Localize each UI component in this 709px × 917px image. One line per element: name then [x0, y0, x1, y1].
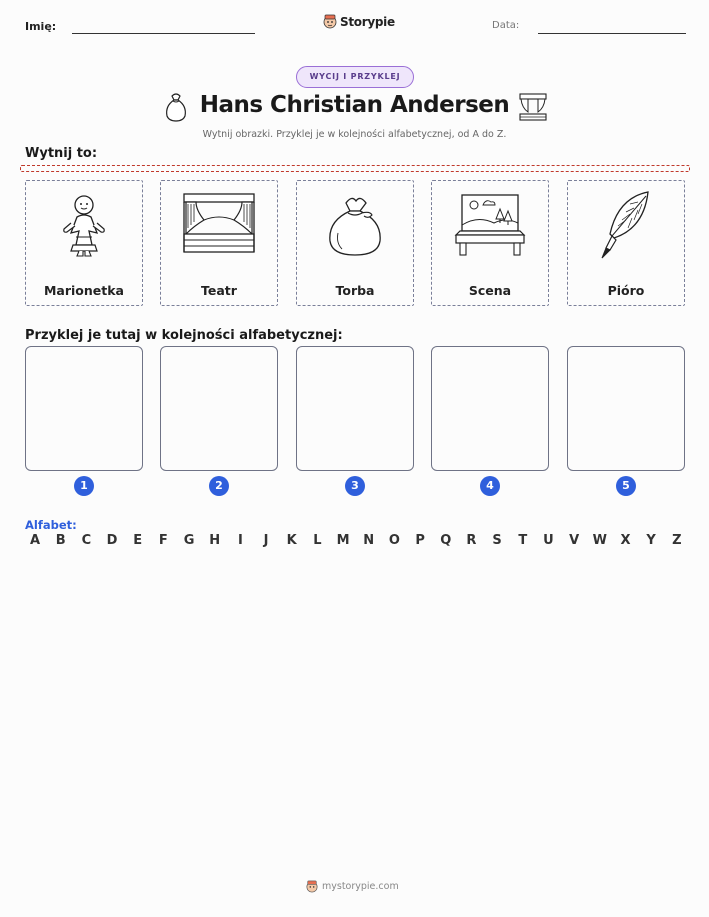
- card-quill[interactable]: [567, 180, 685, 306]
- card-label: Torba: [335, 283, 375, 298]
- alphabet-letter: Q: [440, 533, 452, 548]
- card-puppet[interactable]: [25, 180, 143, 306]
- alphabet-letter: L: [313, 533, 322, 548]
- card-bag[interactable]: [296, 180, 414, 306]
- alphabet-letter: N: [363, 533, 375, 548]
- alphabet-letter: A: [29, 533, 41, 548]
- alphabet-letter: I: [237, 533, 243, 548]
- stage-icon: [454, 193, 526, 257]
- paste-slot-2[interactable]: [160, 346, 278, 471]
- card-label: Teatr: [201, 283, 237, 298]
- alphabet-letter: C: [81, 533, 92, 548]
- slot-number: 5: [616, 476, 636, 496]
- alphabet-letter: H: [209, 533, 221, 548]
- alphabet-label: Alfabet:: [25, 518, 77, 532]
- slot-number: 1: [74, 476, 94, 496]
- brand-logo: [323, 14, 395, 29]
- puppet-icon: [59, 193, 109, 257]
- card-theater[interactable]: [160, 180, 278, 306]
- card-label: Marionetka: [43, 283, 124, 298]
- bag-icon: [324, 193, 386, 257]
- header: [0, 14, 709, 44]
- alphabet-letter: P: [415, 533, 425, 548]
- alphabet-letter: V: [569, 533, 580, 548]
- paste-section-label: Przyklej je tutaj w kolejności alfabetycznej:: [25, 328, 343, 343]
- paste-slot-3[interactable]: [296, 346, 414, 471]
- slot-number: 2: [209, 476, 229, 496]
- alphabet-letter: W: [592, 533, 607, 548]
- brand-name: Storypie: [340, 14, 395, 29]
- card-stage[interactable]: [431, 180, 549, 306]
- name-line: [72, 33, 255, 34]
- date-line: [538, 33, 686, 34]
- paste-slot-5[interactable]: [567, 346, 685, 471]
- alphabet-letter: E: [133, 533, 143, 548]
- alphabet-letter: S: [492, 533, 502, 548]
- alphabet-letter: M: [336, 533, 350, 548]
- theater-icon: [182, 192, 256, 258]
- alphabet-letter: D: [106, 533, 118, 548]
- storypie-mascot-icon: [323, 14, 337, 29]
- footer-url[interactable]: mystorypie.com: [322, 881, 399, 892]
- slot-number: 3: [345, 476, 365, 496]
- paste-slot-1[interactable]: [25, 346, 143, 471]
- theater-icon: [519, 92, 547, 122]
- alphabet-letter: T: [518, 533, 528, 548]
- date-label: Data:: [492, 20, 520, 31]
- slot-number: 4: [480, 476, 500, 496]
- footer: [306, 880, 399, 893]
- alphabet-letter: K: [286, 533, 297, 548]
- name-label: Imię:: [25, 20, 57, 33]
- title-row: [0, 92, 709, 124]
- page-title: Hans Christian Andersen: [199, 92, 510, 118]
- alphabet-letter: J: [263, 533, 269, 548]
- cut-line: [20, 165, 690, 172]
- quill-icon: [598, 190, 654, 260]
- alphabet-row: [26, 533, 686, 551]
- alphabet-letter: G: [183, 533, 195, 548]
- alphabet-letter: O: [388, 533, 400, 548]
- alphabet-letter: B: [55, 533, 66, 548]
- alphabet-letter: Y: [646, 533, 656, 548]
- alphabet-letter: Z: [672, 533, 682, 548]
- instructions: Wytnij obrazki. Przyklej je w kolejności alfabetycznej, od A do Z.: [202, 129, 507, 140]
- storypie-mascot-icon: [306, 880, 318, 893]
- activity-badge: WYCIJ I PRZYKLEJ: [296, 66, 414, 88]
- card-label: Scena: [468, 283, 512, 298]
- alphabet-letter: U: [543, 533, 554, 548]
- card-label: Pióro: [607, 283, 645, 298]
- cut-section-label: Wytnij to:: [25, 146, 98, 161]
- alphabet-letter: X: [620, 533, 631, 548]
- alphabet-letter: F: [158, 533, 168, 548]
- alphabet-letter: R: [466, 533, 477, 548]
- paste-slot-4[interactable]: [431, 346, 549, 471]
